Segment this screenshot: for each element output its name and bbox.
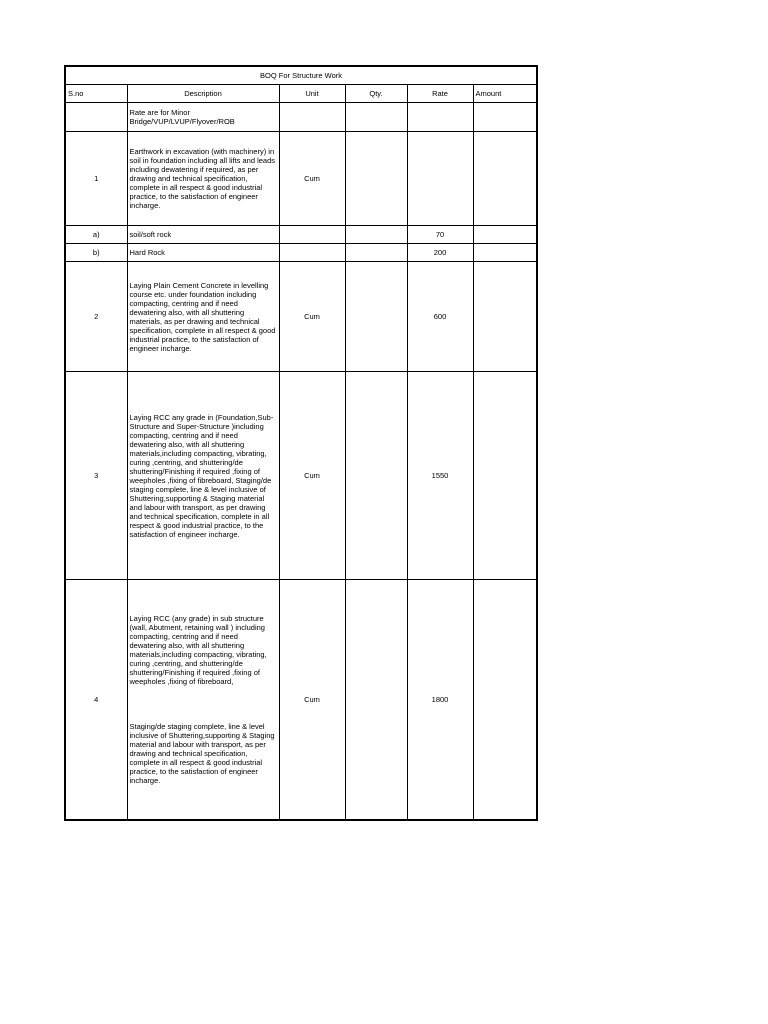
header-sno: S.no: [65, 85, 127, 103]
cell-unit: [279, 103, 345, 132]
cell-amount: [473, 262, 537, 372]
table-title-row: [65, 66, 537, 85]
table-row: [65, 580, 537, 820]
boq-table: [64, 65, 538, 821]
header-amount: Amount: [473, 85, 537, 103]
table-row: [65, 244, 537, 262]
cell-sno: 2: [65, 262, 127, 372]
cell-description: Laying RCC any grade in (Foundation,Sub-Structure and Super-Structure )including compacting, centring and if need dewatering also, with all shuttering materials,including compacting, vibrating, curing ,centring, and shuttering/de shuttering/Finishing if required ,fixing of weepholes ,fixing of fibreboard, Staging/de staging complete, line & level inclusive of Shuttering,supporting & Staging material and labour with transport, as per drawing and technical specification, complete in all respect & good industrial practice, to the satisfaction of engineer incharge.: [127, 372, 279, 580]
cell-rate: 1800: [407, 580, 473, 820]
table-title: BOQ For Structure Work: [65, 66, 537, 85]
cell-description: soil/soft rock: [127, 226, 279, 244]
cell-sno: 1: [65, 132, 127, 226]
cell-description: Earthwork in excavation (with machinery) in soil in foundation including all lifts and leads including dewatering if required, as per drawing and technical specification, complete in all respect & good industrial practice, to the satisfaction of engineer incharge.: [127, 132, 279, 226]
table-row: [65, 226, 537, 244]
cell-unit: Cum: [279, 262, 345, 372]
cell-description: Hard Rock: [127, 244, 279, 262]
cell-unit: [279, 244, 345, 262]
cell-unit: Cum: [279, 132, 345, 226]
cell-rate: 70: [407, 226, 473, 244]
cell-rate: [407, 103, 473, 132]
cell-amount: [473, 103, 537, 132]
cell-qty: [345, 262, 407, 372]
table-row: [65, 262, 537, 372]
cell-rate: 1550: [407, 372, 473, 580]
cell-amount: [473, 372, 537, 580]
cell-unit: [279, 226, 345, 244]
cell-rate: [407, 132, 473, 226]
cell-qty: [345, 103, 407, 132]
cell-qty: [345, 580, 407, 820]
table-row: [65, 372, 537, 580]
cell-sno: b): [65, 244, 127, 262]
header-row: [65, 85, 537, 103]
cell-sno: 4: [65, 580, 127, 820]
cell-qty: [345, 244, 407, 262]
header-rate: Rate: [407, 85, 473, 103]
cell-amount: [473, 226, 537, 244]
cell-description: Laying Plain Cement Concrete in levelling course etc. under foundation including compacting, centring and if need dewatering also, with all shuttering materials, as per drawing and technical specification, complete in all respect & good industrial practice, to the satisfaction of engineer incharge.: [127, 262, 279, 372]
cell-sno: [65, 103, 127, 132]
cell-rate: 600: [407, 262, 473, 372]
cell-sno: 3: [65, 372, 127, 580]
cell-amount: [473, 244, 537, 262]
cell-rate: 200: [407, 244, 473, 262]
cell-description: Rate are for Minor Bridge/VUP/LVUP/Flyover/ROB: [127, 103, 279, 132]
cell-description: Laying RCC (any grade) in sub structure (wall, Abutment, retaining wall ) including compacting, centring and if need dewatering also, with all shuttering materials,including compacting, vibrating, curing ,centring, and shuttering/de shuttering/Finishing if required ,fixing of weepholes ,fixing of fibreboard, Staging/de staging complete, line & level inclusive of Shuttering,supporting & Staging material and labour with transport, as per drawing and technical specification, complete in all respect & good industrial practice, to the satisfaction of engineer incharge.: [127, 580, 279, 820]
cell-sno: a): [65, 226, 127, 244]
cell-amount: [473, 132, 537, 226]
header-qty: Qty.: [345, 85, 407, 103]
cell-unit: Cum: [279, 372, 345, 580]
cell-unit: Cum: [279, 580, 345, 820]
table-row: [65, 103, 537, 132]
header-description: Description: [127, 85, 279, 103]
cell-amount: [473, 580, 537, 820]
table-row: [65, 132, 537, 226]
cell-qty: [345, 372, 407, 580]
cell-qty: [345, 132, 407, 226]
cell-qty: [345, 226, 407, 244]
header-unit: Unit: [279, 85, 345, 103]
